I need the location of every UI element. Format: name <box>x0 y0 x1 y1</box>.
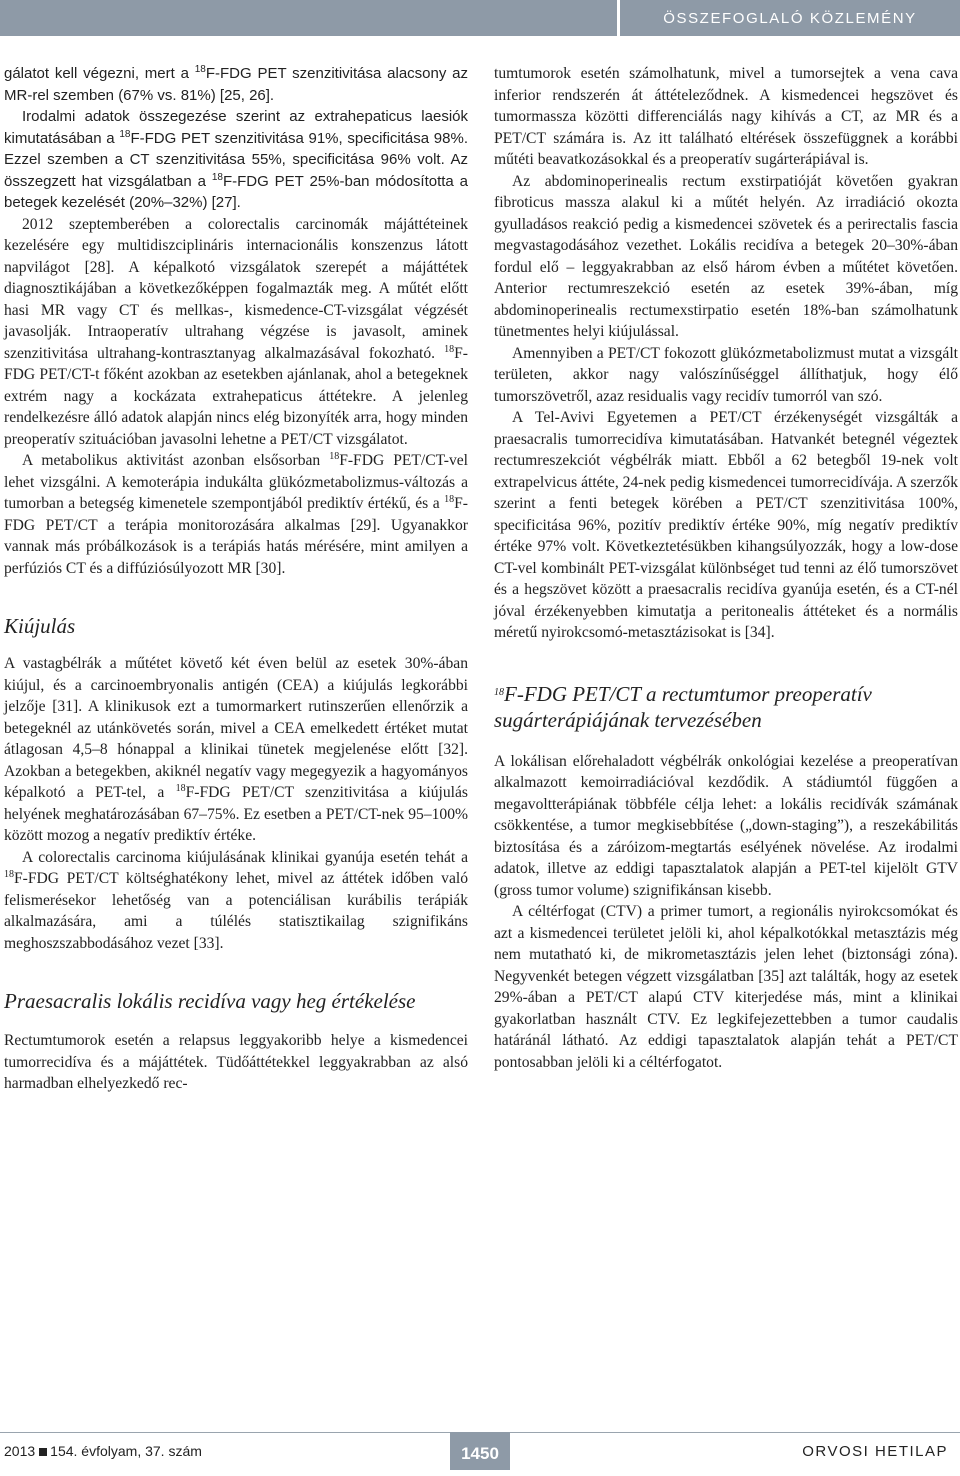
page-footer <box>0 1432 960 1470</box>
paragraph: A céltérfogat (CTV) a primer tumort, a regionális nyirokcsomókat és azt a kismedencei területet jelöli ki, ahol képalkotókkal metasztázis még nem mutatható ki, de mikrometasztázis jelen lehet (biztonsági zóna). Negyvenkét betegen végzett vizsgálatban [35] azt találták, hogy az esetek 29%-ában a PET/CT alapú CTV kiterjedése más, mint a klinikai gyakorlatban használt CTV. Ez legkifejezettebben a tumor caudalis határánál látható. Az eddigi tapasztalatok alapján tehát a PET/CT pontosabban jelöli ki a céltérfogatot. <box>494 903 958 1071</box>
square-bullet-icon <box>39 1448 47 1456</box>
issue-info <box>4 1443 202 1459</box>
paragraph: Rectumtumorok esetén a relapsus leggyakoribb helye a kismedencei tumorrecidíva és a májáttétek. Tüdőáttétekkel leggyakrabban az alsó harmadban elhelyezkedő rec- <box>4 1032 468 1092</box>
section-heading-kiujulas: Kiújulás <box>4 614 76 638</box>
isotope-superscript: 18 <box>175 783 186 794</box>
issue-year: 2013 <box>4 1443 36 1459</box>
left-column <box>4 63 468 1095</box>
isotope-superscript: 18 <box>329 451 340 462</box>
right-column <box>494 63 958 1073</box>
paragraph: A vastagbélrák a műtétet követő két éven belül az esetek 30%-ában kiújul, és a carcinoembryonalis antigén (CEA) a kiújulás legkorábbi jelzője [31]. A klinikusok ezt a tumormarkert rutinszerűen ellenőrzik a betegeknél az utánkövetés során, mivel a CEA emelkedett értéket mutat átlagosan 4,5–8 hónappal a klinikai tünetek megjelenése előtt [32]. Azokban a betegekben, akiknél negatív vagy megegyezik a hagyományos képalkotó a PET-tel, a $^{18}$F-FDG PET/CT szenzitivitása a kiújulás helyének meghatározásában 67–75%. Ez esetben a PET/CT-nek 95–100% között mozog a negatív prediktív értéke. <box>4 655 468 844</box>
isotope-superscript: 18 <box>444 343 455 355</box>
isotope-superscript: 18 <box>194 64 206 75</box>
isotope-superscript: 18 <box>4 869 14 880</box>
paragraph: A Tel-Avivi Egyetemen a PET/CT érzékenységét vizsgálták a praesacralis tumorrecidíva kimutatásában. Hatvankét betegnél végeztek rectumreszekciót végbélrák miatt. Ebből a 62 betegből 19-nek volt extrapelvicus áttéte, 24-nek pedig kismedencei tumorrecidívája. A szerzők szerint a fenti betegek körében a PET/CT szenzitivitása 100%, specificitása 96%, pozitív prediktív értéke 90%, míg negatív prediktív értéke 97% volt. Következtetésükben kihangsúlyozzák, hogy a low-dose CT-vel kombinált PET-vizsgálat különbséget tud tenni az élő tumorszövet és a hegszövet között a praesacralis recidíva gyanúja esetén, és a CT-nél jóval érzékenyebben kimutatja a peritonealis áttéteket és a normális méretű nyirokcsomó-metasztázisokat is [34]. <box>494 409 958 641</box>
paragraph: Az abdominoperinealis rectum exstirpatióját követően gyakran fibroticus massza alakul ki a műtét helyén. Az irradiáció okozta gyulladásos reakció pedig a kismedencei szövetek és a perirectalis fascia megvastagodásához vezethet. Lokális recidíva a betegek 20–30%-ában fordul elő – leggyakrabban az első három évben a műtétet követően. Anterior rectumreszekció esetén az esetek 39%-ában, míg abdominoperinealis rectumexstirpatio esetén 18%-ban számolhatunk tünetmentes helyi kiújulással. <box>494 172 958 340</box>
paragraph: gálatot kell végezni, mert a $^{18}$F-FDG PET szenzitivitása alacsony az MR-rel szemben (67% vs. 81%) [25, 26]. <box>4 64 469 104</box>
isotope-superscript: 18 <box>494 686 504 698</box>
paragraph: tumtumorok esetén számolhatunk, mivel a tumorsejtek a vena cava inferior rendszerén át áttételeződnek. A kismedencei hegszövet és tumormassza közötti differenciálás nagy kihívás a CT, az MR és a PET/CT számára is. Az itt található eltérések összefüggnek a korábbi műtéti beavatkozásokkal és a preoperatív sugárterápiával is. <box>494 65 958 168</box>
paragraph: Irodalmi adatok összegezése szerint az extrahepaticus laesiók kimutatásában a $^{18}$F-FDG PET szenzitivitása 91%, specificitása 98%. Ezzel szemben a CT szenzitivitása 55%, specificitása 96% volt. Az összegzett hat vizsgálatban a $^{18}$F-FDG PET 25%-ban módosította a betegek kezelését (20%–32%) [27]. <box>4 108 468 211</box>
section-heading-praesacralis: Praesacralis lokális recidíva vagy heg értékelése <box>4 989 416 1013</box>
section-label: ÖSSZEFOGLALÓ KÖZLEMÉNY <box>617 0 960 36</box>
section-heading-fdg: $^{18}$F-FDG PET/CT a rectumtumor preoperatív sugárterápiájának tervezésében <box>494 681 872 732</box>
journal-name: ORVOSI HETILAP <box>802 1443 948 1460</box>
page-number: 1450 <box>450 1432 510 1470</box>
paragraph: 2012 szeptemberében a colorectalis carcinomák májáttéteinek kezelésére egy multidiszciplináris internacionális konszenzus látott napvilágot [28]. A képalkotó vizsgálatok szerepét a májáttétek diagnosztikájában a következőképpen fogalmazták meg. A műtét előtt hasi MR vagy CT és mellkas-, kismedence-CT-vizsgálat végzését javasolják. Intraoperatív ultrahang végzése is javasolt, aminek szenzitivitása ultrahang-kontrasztanyag alkalmazásával fokozható. $^{18}$F-FDG PET/CT-t főként azokban az esetekben ajánlanak, ahol a betegeknek extrém nagy a kockázata extrahepaticus áttétekre. A jelenleg rendelkezésre álló adatok alapján nincs elég bizonyíték arra, hogy minden preoperatív szituációban javasolni lehetne a PET/CT vizsgálatot. <box>4 215 468 448</box>
isotope-superscript: 18 <box>444 494 455 505</box>
isotope-superscript: 18 <box>119 128 131 140</box>
paragraph: A colorectalis carcinoma kiújulásának klinikai gyanúja esetén tehát a $^{18}$F-FDG PET/CT költséghatékony lehet, mivel az áttétek időben való felismerésekor lehetőség van a potenciálisan kurábilis terápiák alkalmazására, ami a túlélés statisztikailag szignifikáns meghoszszabbodásához vezet [33]. <box>4 848 468 952</box>
issue-volume: 154. évfolyam, 37. szám <box>50 1443 202 1459</box>
paragraph: Amennyiben a PET/CT fokozott glükózmetabolizmust mutat a vizsgált területen, akkor nagy valószínűséggel állíthatjuk, hogy élő tumorszövetről, azaz residualis vagy recidív tumorról van szó. <box>494 344 958 405</box>
paragraph: A metabolikus aktivitást azonban elsősorban $^{18}$F-FDG PET/CT-vel lehet vizsgálni. A kemoterápia indukálta glükózmetabolizmus-változás a tumorban a betegség kimenetele szempontjából prediktív értékű, és a $^{18}$F-FDG PET/CT a terápia monitorozására alkalmas [29]. Ugyanakkor vannak más próbálkozások is a terápiás hatás mérésére, mint amilyen a perfúziós CT és a diffúziósúlyozott MR [30]. <box>4 451 468 577</box>
isotope-superscript: 18 <box>211 171 223 183</box>
paragraph: A lokálisan előrehaladott végbélrák onkológiai kezelése a preoperatívan alkalmazott kemoirradiációval kezdődik. A stádiumtól függően a megavoltterápiának többféle célja lehet: a lokális recidívák számának csökkentése, a tumor megkisebbítése („down-staging”), a reszekábilitás biztosítása és a záróizom-megtartás esélyének növelése. Az irodalmi adatok, illetve az eddigi tapasztalatok alapján a PET-tel kijelölt GTV (gross tumor volume) szignifikánsan kisebb. <box>494 752 958 899</box>
